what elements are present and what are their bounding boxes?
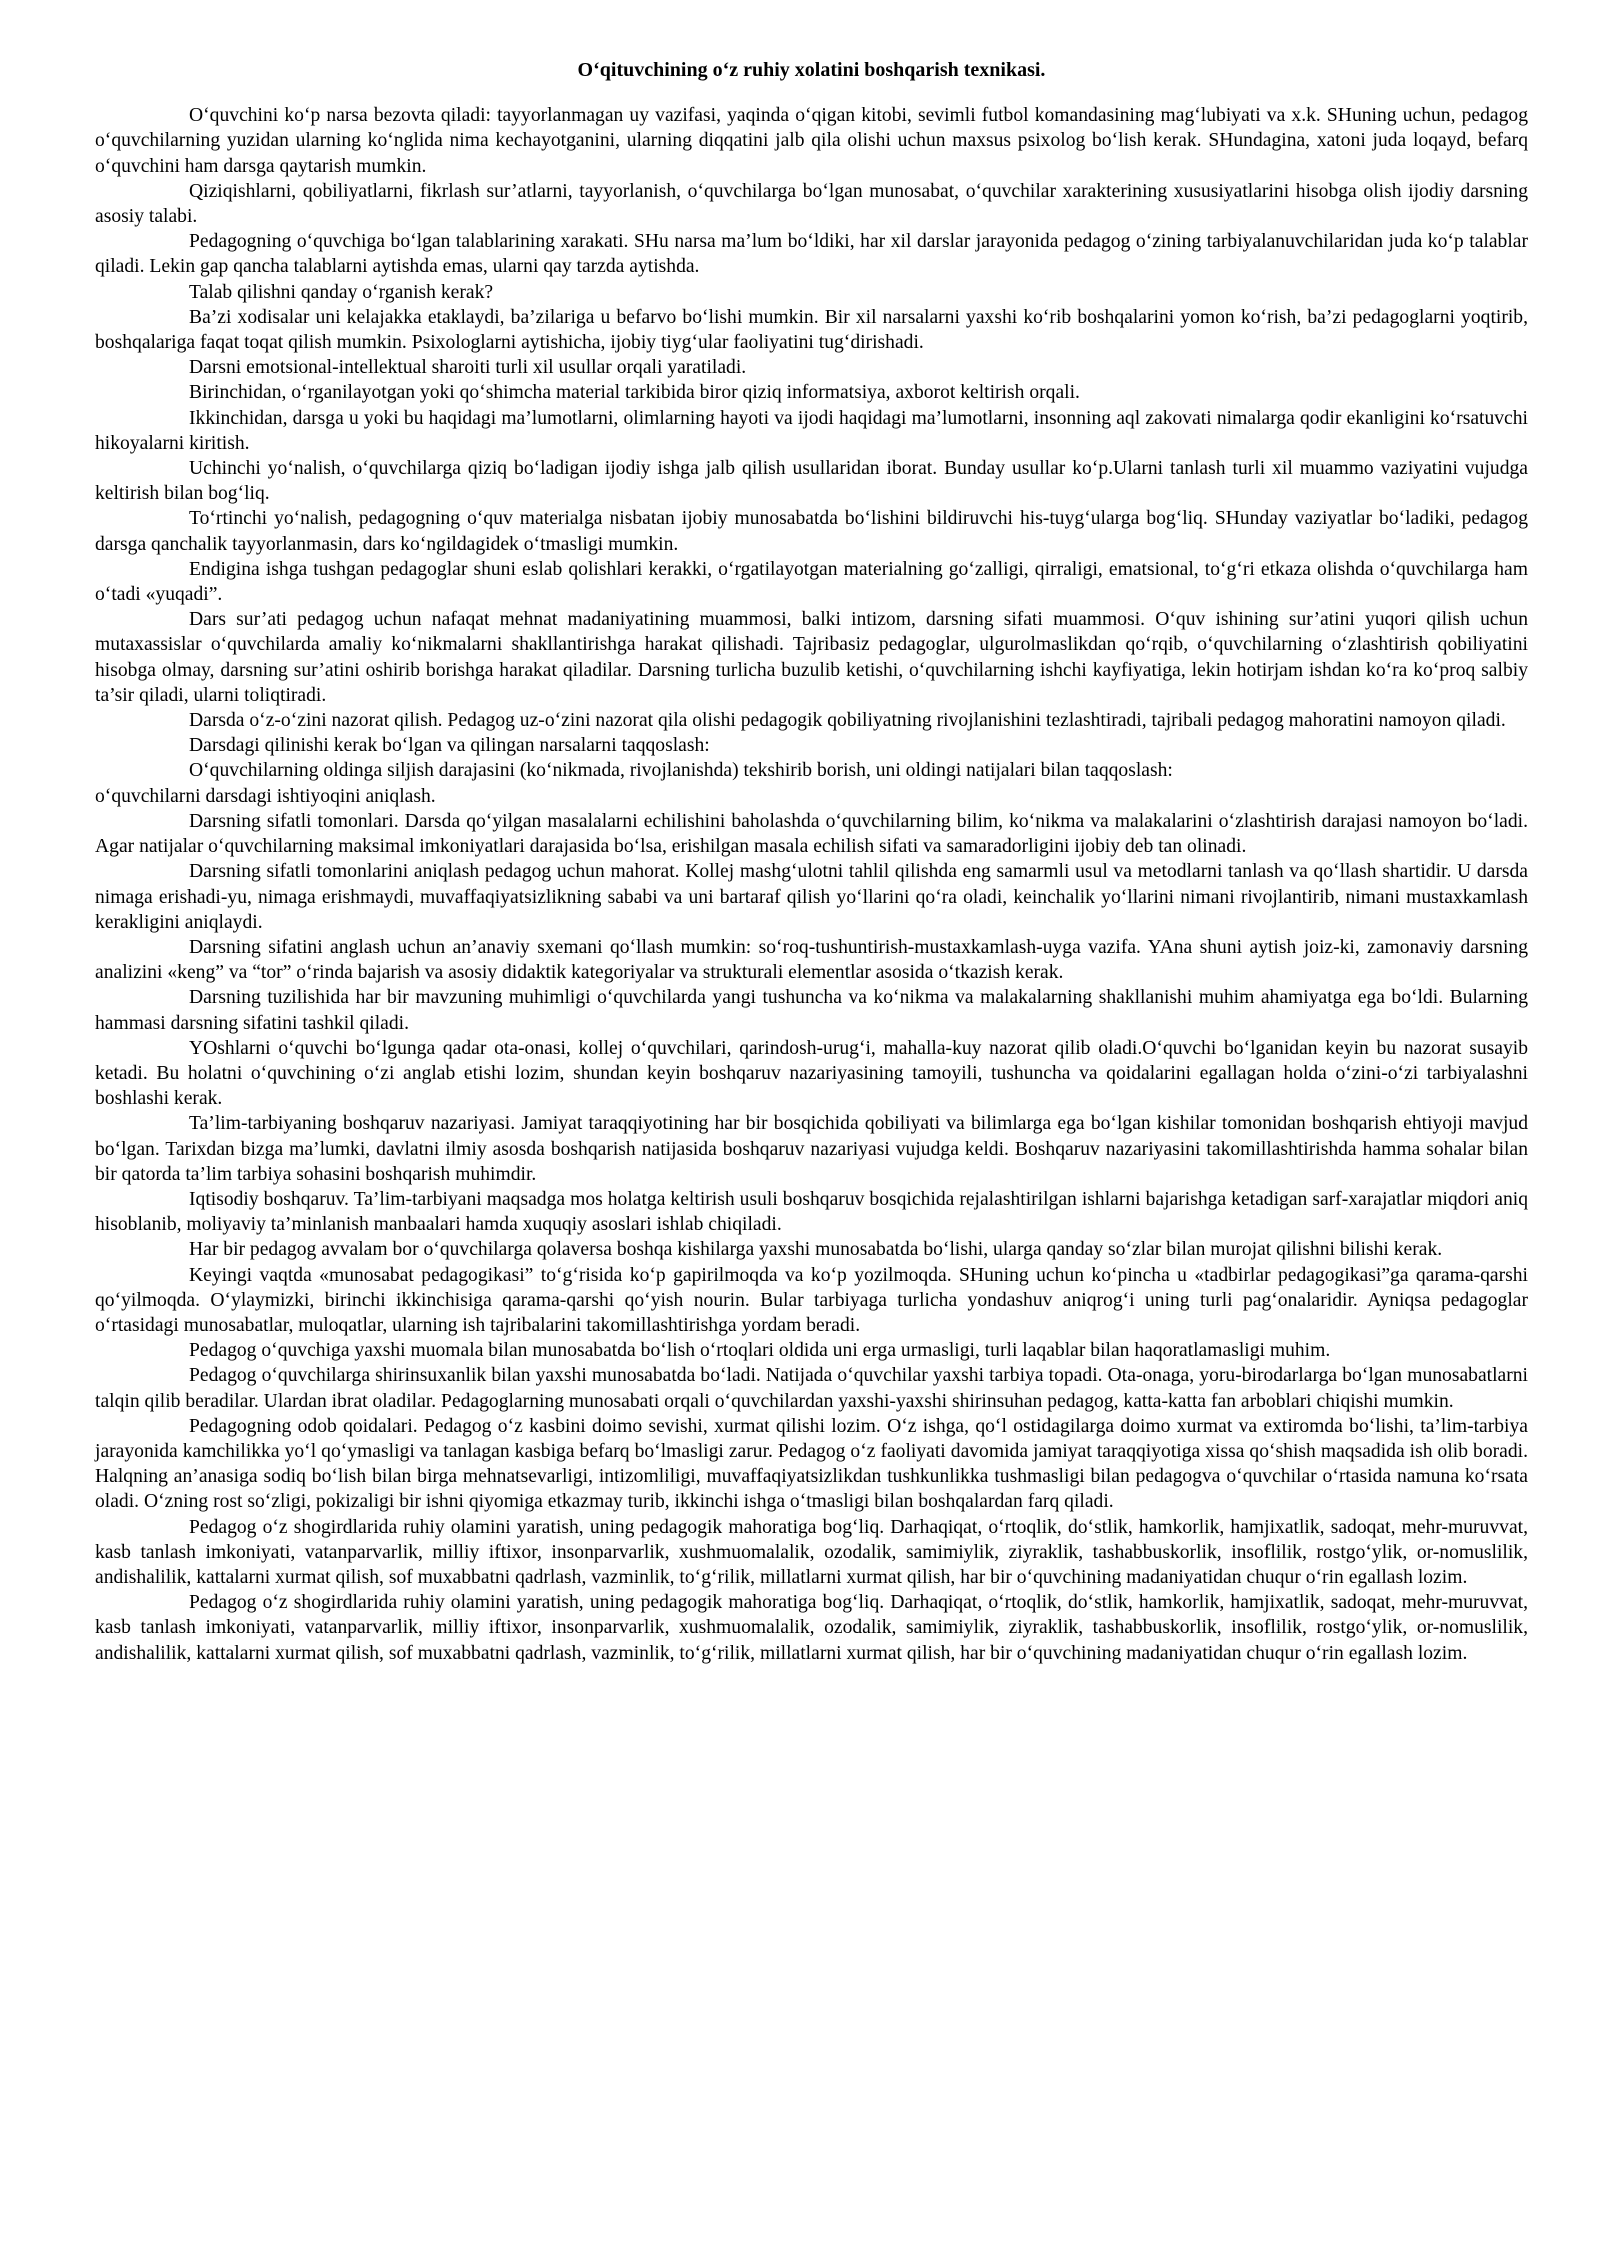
paragraph: Darsdagi qilinishi kerak bo‘lgan va qilingan narsalarni taqqoslash:: [189, 735, 710, 757]
paragraph: Talab qilishni qanday o‘rganish kerak?: [189, 281, 494, 303]
paragraph: Ba’zi xodisalar uni kelajakka etaklaydi, ba’zilariga u befarvo bo‘lishi mumkin. Bir xil narsalarni yaxshi ko‘rib boshqalarini yomon ko‘rish, ba’zi pedagoglarni yoqtirib, boshqalariga faqat toqat qilish mumkin. Psixologlarni aytishicha, ijobiy tiyg‘ular faoliyatini tug‘dirishadi.: [95, 306, 1528, 354]
paragraph: Har bir pedagog avvalam bor o‘quvchilarga qolaversa boshqa kishilarga yaxshi munosabatda bo‘lishi, ularga qanday so‘zlar bilan murojat qilishni bilishi kerak.: [189, 1239, 1443, 1261]
paragraph: Pedagogning o‘quvchiga bo‘lgan talablarining xarakati. SHu narsa ma’lum bo‘ldiki, har xil darslar jarayonida pedagog o‘zining tarbiyalanuvchilaridan juda ko‘p talablar qiladi. Lekin gap qancha talablarni aytishda emas, ularni qay tarzda aytishda.: [95, 231, 1528, 278]
paragraph: YOshlarni o‘quvchi bo‘lgunga qadar ota-onasi, kollej o‘quvchilari, qarindosh-urug‘i, mahalla-kuy nazorat qilib oladi.O‘quvchi bo‘lganidan keyin bu nazorat susayib ketadi. Bu holatni o‘quvchining o‘zi anglab etishi lozim, shundan keyin boshqaruv nazariyasining tamoyili, tushuncha va qoidalarini egallagan holda o‘zini-o‘zi tarbiyalashni boshlashi kerak.: [95, 1037, 1528, 1110]
paragraph: Darsda o‘z-o‘zini nazorat qilish. Pedagog uz-o‘zini nazorat qila olishi pedagogik qobiliyatning rivojlanishini tezlashtiradi, tajribali pedagog mahoratini namoyon qiladi.: [189, 710, 1506, 732]
paragraph: Pedagog o‘quvchilarga shirinsuxanlik bilan yaxshi munosabatda bo‘ladi. Natijada o‘quvchilar yaxshi tarbiya topadi. Ota-onaga, yoru-birodarlarga bo‘lgan munosabatlarni talqin qilib beradilar. Ulardan ibrat oladilar. Pedagoglarning munosabati orqali o‘quvchilardan yaxshi-yaxshi shirinsuhan pedagog, katta-katta fan arboblari chiqishi mumkin.: [95, 1365, 1528, 1412]
paragraph: Pedagog o‘z shogirdlarida ruhiy olamini yaratish, uning pedagogik mahoratiga bog‘liq. Darhaqiqat, o‘rtoqlik, do‘stlik, hamkorlik, hamjixatlik, sadoqat, mehr-muruvvat, kasb tanlash imkoniyati, vatanparvarlik, milliy iftixor, insonparvarlik, xushmuomalalik, ozodalik, samimiylik, ziyraklik, tashabbuskorlik, insoflilik, rostgo‘ylik, or-nomuslilik, andishalilik, kattalarni xurmat qilish, sof muxabbatni qadrlash, vazminlik, to‘g‘rilik, millatlarni xurmat qilish, har bir o‘quvchining madaniyatidan chuqur o‘rin egallash lozim.: [95, 1516, 1528, 1588]
paragraph: Qiziqishlarni, qobiliyatlarni, fikrlash sur’atlarni, tayyorlanish, o‘quvchilarga bo‘lgan munosabat, o‘quvchilar xarakterining xususiyatlarini hisobga olish ijodiy darsning asosiy talabi.: [95, 180, 1528, 228]
body-text: [95, 103, 1528, 1666]
paragraph: O‘quvchilarning oldinga siljish darajasini (ko‘nikmada, rivojlanishda) tekshirib borish, uni oldingi natijalari bilan taqqoslash:: [189, 760, 1173, 782]
paragraph: Pedagogning odob qoidalari. Pedagog o‘z kasbini doimo sevishi, xurmat qilishi lozim. O‘z ishga, qo‘l ostidagilarga doimo xurmat va extiromda bo‘lishi, ta’lim-tarbiya jarayonida kamchilikka yo‘l qo‘ymasligi va tanlagan kasbiga befarq bo‘lmasligi zarur. Pedagog o‘z faoliyati davomida jamiyat taraqqiyotiga xissa qo‘shish maqsadida ish olib boradi. Halqning an’anasiga sodiq bo‘lish bilan birga mehnatsevarligi, intizomliligi, muvaffaqiyatsizlikdan tushkunlikka tushmasligi bilan pedagogva o‘quvchilar o‘rtasida namuna ko‘rsata oladi. O‘zning rost so‘zligi, pokizaligi bir ishni qiyomiga etkazmay turib, ikkinchi ishga o‘tmasligi bilan boshqalardan farq qiladi.: [95, 1415, 1528, 1513]
paragraph: Darsni emotsional-intellektual sharoiti turli xil usullar orqali yaratiladi.: [189, 357, 747, 379]
paragraph: Birinchidan, o‘rganilayotgan yoki qo‘shimcha material tarkibida biror qiziq informatsiya, axborot keltirish orqali.: [189, 382, 1080, 404]
paragraph: Darsning sifatli tomonlarini aniqlash pedagog uchun mahorat. Kollej mashg‘ulotni tahlil qilishda eng samarmli usul va metodlarni tanlash va qo‘llash shartidir. U darsda nimaga erishadi-yu, nimaga erishmaydi, muvaffaqiyatsizlikning sababi va uni bartaraf qilish yo‘llarini qo‘ra oladi, keinchalik yo‘llarini nimani rivojlantirib, nimani mustaxkamlash kerakligini aniqlaydi.: [95, 861, 1528, 933]
paragraph: Darsning sifatini anglash uchun an’anaviy sxemani qo‘llash mumkin: so‘roq-tushuntirish-mustaxkamlash-uyga vazifa. YAna shuni aytish joiz-ki, zamonaviy darsning analizini «keng” va “tor” o‘rinda bajarish va asosiy didaktik kategoriyalar va strukturali elementlar asosida o‘tkazish kerak.: [95, 936, 1528, 984]
paragraph: To‘rtinchi yo‘nalish, pedagogning o‘quv materialga nisbatan ijobiy munosabatda bo‘lishini bildiruvchi his-tuyg‘ularga bog‘liq. SHunday vaziyatlar bo‘ladiki, pedagog darsga qanchalik tayyorlanmasin, dars ko‘ngildagidek o‘tmasligi mumkin.: [95, 508, 1528, 555]
document-title: O‘qituvchining o‘z ruhiy xolatini boshqarish texnikasi.: [577, 59, 1046, 81]
paragraph: Pedagog o‘quvchiga yaxshi muomala bilan munosabatda bo‘lish o‘rtoqlari oldida uni erga urmasligi, turli laqablar bilan haqoratlamasligi muhim.: [189, 1340, 1331, 1362]
paragraph: Endigina ishga tushgan pedagoglar shuni eslab qolishlari kerakki, o‘rgatilayotgan materialning go‘zalligi, qirraligi, ematsional, to‘g‘ri etkaza olishda o‘quvchilarga ham o‘tadi «yuqadi”.: [95, 558, 1528, 606]
paragraph-noindent: o‘quvchilarni darsdagi ishtiyoqini aniqlash.: [95, 785, 436, 807]
paragraph: Iqtisodiy boshqaruv. Ta’lim-tarbiyani maqsadga mos holatga keltirish usuli boshqaruv bosqichida rejalashtirilgan ishlarni bajarishga ketadigan sarf-xarajatlar miqdori aniq hisoblanib, moliyaviy ta’minlanish manbaalari hamda xuquqiy asoslari ishlab chiqiladi.: [95, 1188, 1528, 1236]
paragraph: Ikkinchidan, darsga u yoki bu haqidagi ma’lumotlarni, olimlarning hayoti va ijodi haqidagi ma’lumotlarni, insonning aql zakovati nimalarga qodir ekanligini ko‘rsatuvchi hikoyalarni kiritish.: [95, 407, 1528, 454]
paragraph: Dars sur’ati pedagog uchun nafaqat mehnat madaniyatining muammosi, balki intizom, darsning sifati muammosi. O‘quv ishining sur’atini yuqori qilish uchun mutaxassislar o‘quvchilarda amaliy ko‘nikmalarni shakllantirishga harakat qilishadi. Tajribasiz pedagoglar, ulgurolmaslikdan qo‘rqib, o‘quvchilarning o‘zlashtirish qobiliyatini hisobga olmay, darsning sur’atini oshirib borishga harakat qiladilar. Darsning turlicha buzulib ketishi, o‘quvchilarning ishchi kayfiyatiga, lekin hotirjam ishdan ko‘ra ko‘proq salbiy ta’sir qiladi, ularni toliqtiradi.: [95, 609, 1528, 706]
paragraph: Uchinchi yo‘nalish, o‘quvchilarga qiziq bo‘ladigan ijodiy ishga jalb qilish usullaridan iborat. Bunday usullar ko‘p.Ularni tanlash turli xil muammo vaziyatini vujudga keltirish bilan bog‘liq.: [95, 458, 1528, 505]
document-page: [95, 58, 1528, 1666]
paragraph: Pedagog o‘z shogirdlarida ruhiy olamini yaratish, uning pedagogik mahoratiga bog‘liq. Darhaqiqat, o‘rtoqlik, do‘stlik, hamkorlik, hamjixatlik, sadoqat, mehr-muruvvat, kasb tanlash imkoniyati, vatanparvarlik, milliy iftixor, insonparvarlik, xushmuomalalik, ozodalik, samimiylik, ziyraklik, tashabbuskorlik, insoflilik, rostgo‘ylik, or-nomuslilik, andishalilik, kattalarni xurmat qilish, sof muxabbatni qadrlash, vazminlik, to‘g‘rilik, millatlarni xurmat qilish, har bir o‘quvchining madaniyatidan chuqur o‘rin egallash lozim.: [95, 1592, 1528, 1664]
paragraph: Darsning sifatli tomonlari. Darsda qo‘yilgan masalalarni echilishini baholashda o‘quvchilarning bilim, ko‘nikma va malakalarini o‘zlashtirish darajasi namoyon bo‘ladi. Agar natijalar o‘quvchilarning maksimal imkoniyatlari darajasida bo‘lsa, erishilgan masala echilish sifati va samaradorligini ijobiy deb tan olinadi.: [95, 810, 1528, 858]
paragraph: Keyingi vaqtda «munosabat pedagogikasi” to‘g‘risida ko‘p gapirilmoqda va ko‘p yozilmoqda. SHuning uchun ko‘pincha u «tadbirlar pedagogikasi”ga qarama-qarshi qo‘yilmoqda. O‘ylaymizki, birinchi ikkinchisiga qarama-qarshi qo‘yish nourin. Bular tarbiyaga turlicha yondashuv aniqrog‘i uning turli pag‘onalaridir. Ayniqsa pedagoglar o‘rtasidagi munosabatlar, muloqatlar, ularning ish tajribalarini takomillashtirishga yordam beradi.: [95, 1264, 1528, 1336]
paragraph: Ta’lim-tarbiyaning boshqaruv nazariyasi. Jamiyat taraqqiyotining har bir bosqichida qobiliyati va bilimlarga ega bo‘lgan kishilar tomonidan boshqarish ehtiyoji mavjud bo‘lgan. Tarixdan bizga ma’lumki, davlatni ilmiy asosda boshqarish natijasida boshqaruv nazariyasi vujudga keldi. Boshqaruv nazariyasini takomillashtirishda hamma sohalar bilan bir qatorda ta’lim tarbiya sohasini boshqarish muhimdir.: [95, 1113, 1528, 1185]
paragraph: Darsning tuzilishida har bir mavzuning muhimligi o‘quvchilarda yangi tushuncha va ko‘nikma va malakalarning shakllanishi muhim ahamiyatga ega bo‘ldi. Bularning hammasi darsning sifatini tashkil qiladi.: [95, 987, 1528, 1034]
paragraph: O‘quvchini ko‘p narsa bezovta qiladi: tayyorlanmagan uy vazifasi, yaqinda o‘qigan kitobi, sevimli futbol komandasining mag‘lubiyati va x.k. SHuning uchun, pedagog o‘quvchilarning yuzidan ularning ko‘nglida nima kechayotganini, ularning diqqatini jalb qila olishi uchun maxsus psixolog bo‘lish kerak. SHundagina, xatoni juda loqayd, befarq o‘quvchini ham darsga qaytarish mumkin.: [95, 105, 1528, 177]
